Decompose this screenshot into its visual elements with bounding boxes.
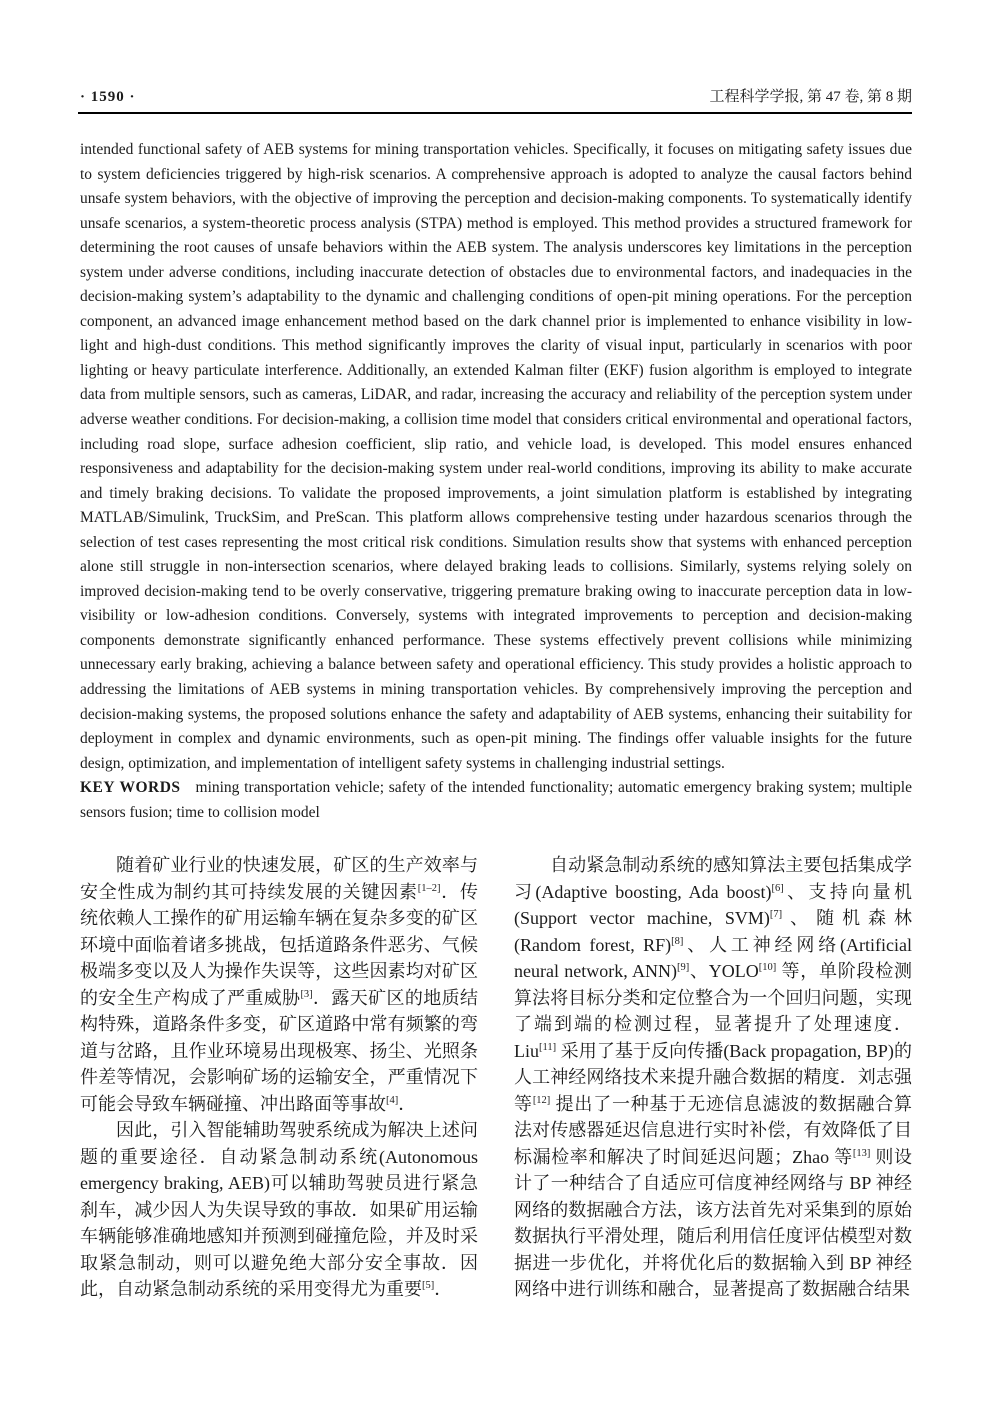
reference-superscript: [3] — [300, 988, 313, 1000]
header-rule — [78, 112, 912, 114]
page-header — [80, 87, 912, 107]
reference-superscript: [5] — [422, 1280, 435, 1291]
right-column — [514, 852, 912, 1303]
paragraph: 因此，引入智能辅助驾驶系统成为解决上述问题的重要途径．自动紧急制动系统(Autonomous emergency braking, AEB)可以辅助驾驶员进行紧急刹车，减少因人为失误导致的事故．如果矿用运输车辆能够准确地感知并预测到碰撞危险，并及时采取紧急制动，则可以避免绝大部分安全事故．因此，自动紧急制动系统的采用变得尤为重要[5]． — [80, 1120, 478, 1299]
reference-superscript: [7] — [769, 909, 783, 920]
page-number: · 1590 · — [80, 89, 136, 105]
body-columns — [80, 852, 912, 1303]
paragraph: 随着矿业行业的快速发展，矿区的生产效率与安全性成为制约其可持续发展的关键因素[1–2]．传统依赖人工操作的矿用运输车辆在复杂多变的矿区环境中面临着诸多挑战，包括道路条件恶劣、气候极端多变以及人为操作失误等，这些因素均对矿区的安全生产构成了严重威胁[3]．露天矿区的地质结构特殊，道路条件多变，矿区道路中常有频繁的弯道与岔路，且作业环境易出现极寒、扬尘、光照条件差等情况，会影响矿场的运输安全，严重情况下可能会导致车辆碰撞、冲出路面等事故[4]． — [80, 855, 479, 1114]
reference-superscript: [8] — [671, 935, 684, 947]
reference-superscript: [1–2] — [417, 882, 441, 894]
left-column — [80, 852, 478, 1303]
reference-superscript: [13] — [852, 1147, 871, 1159]
reference-superscript: [12] — [532, 1094, 551, 1106]
reference-superscript: [9] — [676, 962, 690, 973]
keywords-text: mining transportation vehicle; safety of the intended functionality; automatic emergency braking system; multiple sensors fusion; time to collision model — [80, 779, 912, 821]
keywords-label: KEY WORDS — [80, 779, 181, 797]
reference-superscript: [10] — [758, 962, 777, 973]
journal-volume-issue: 工程科学学报, 第 47 卷, 第 8 期 — [709, 89, 912, 105]
reference-superscript: [6] — [771, 882, 784, 894]
reference-superscript: [11] — [539, 1041, 557, 1053]
abstract-text: intended functional safety of AEB systems for mining transportation vehicles. Specifically, it focuses on mitigating safety issues due to system deficiencies triggered by high-risk scenarios. A comprehensive approach is adopted to analyze the causal factors behind unsafe system behaviors, with the objective of improving the perception and decision-making components. To systematically identify unsafe scenarios, a system-theoretic process analysis (STPA) method is employed. This method provides a structured framework for determining the root causes of unsafe behaviors within the AEB system. The analysis underscores key limitations in the perception system under adverse conditions, including inaccurate detection of obstacles due to environmental factors, and inadequacies in the decision-making system’s adaptability to the dynamic and challenging conditions of open-pit mining operations. For the perception component, an advanced image enhancement method based on the dark channel prior is implemented to enhance visibility in low-light and high-dust conditions. This method significantly improves the clarity of visual input, particularly in scenarios with poor lighting or heavy particulate interference. Additionally, an extended Kalman filter (EKF) fusion algorithm is employed to integrate data from multiple sensors, such as cameras, LiDAR, and radar, increasing the accuracy and reliability of the perception system under adverse weather conditions. For decision-making, a collision time model that considers critical environmental and operational factors, including road slope, surface adhesion coefficient, slip ratio, and vehicle load, is developed. This model ensures enhanced responsiveness and adaptability for the decision-making system under real-world conditions, improving its ability to make accurate and timely braking decisions. To validate the proposed improvements, a joint simulation platform is established by integrating MATLAB/Simulink, TruckSim, and PreScan. This platform allows comprehensive testing under hazardous scenarios through the selection of test cases representing the most critical risk conditions. Simulation results show that systems with enhanced perception alone still struggle in non-intersection scenarios, where delayed braking leads to collisions. Similarly, systems relying solely on improved decision-making tend to be overly conservative, triggering premature braking owing to inaccurate perception data in low-visibility or low-adhesion conditions. Conversely, systems with integrated improvements to perception and decision-making components demonstrate significantly enhanced performance. These systems effectively prevent collisions while minimizing unnecessary early braking, achieving a balance between safety and operational efficiency. This study provides a holistic approach to addressing the limitations of AEB systems in mining transportation vehicles. By comprehensively improving the perception and decision-making systems, the proposed solutions enhance the safety and adaptability of AEB systems, enhancing their suitability for deployment in complex and dynamic environments, such as open-pit mining. The findings offer valuable insights for the future design, optimization, and implementation of intelligent safety systems in challenging industrial settings. — [80, 141, 912, 772]
reference-superscript: [4] — [386, 1094, 399, 1106]
abstract-section — [80, 138, 912, 825]
paragraph: 自动紧急制动系统的感知算法主要包括集成学习(Adaptive boosting, Ada boost)[6]、支持向量机(Support vector machine, SVM)[7]、随机森林(Random forest, RF)[8]、人工神经网络(Artificial neural network, ANN)[9]、YOLO[10] 等，单阶段检测算法将目标分类和定位整合为一个回归问题，实现了端到端的检测过程，显著提升了处理速度．Liu[11] 采用了基于反向传播(Back propagation, BP)的人工神经网络技术来提升融合数据的精度．刘志强等[12] 提出了一种基于无迹信息滤波的数据融合算法对传感器延迟信息进行实时补偿，有效降低了目标漏检率和解决了时间延迟问题；Zhao 等[13] 则设计了一种结合了自适应可信度神经网络与 BP 神经网络的数据融合方法，该方法首先对采集到的原始数据执行平滑处理，随后利用信任度评估模型对数据进一步优化，并将优化后的数据输入到 BP 神经网络中进行训练和融合，显著提高了数据融合结果 — [514, 855, 913, 1299]
keywords-line — [80, 776, 912, 825]
